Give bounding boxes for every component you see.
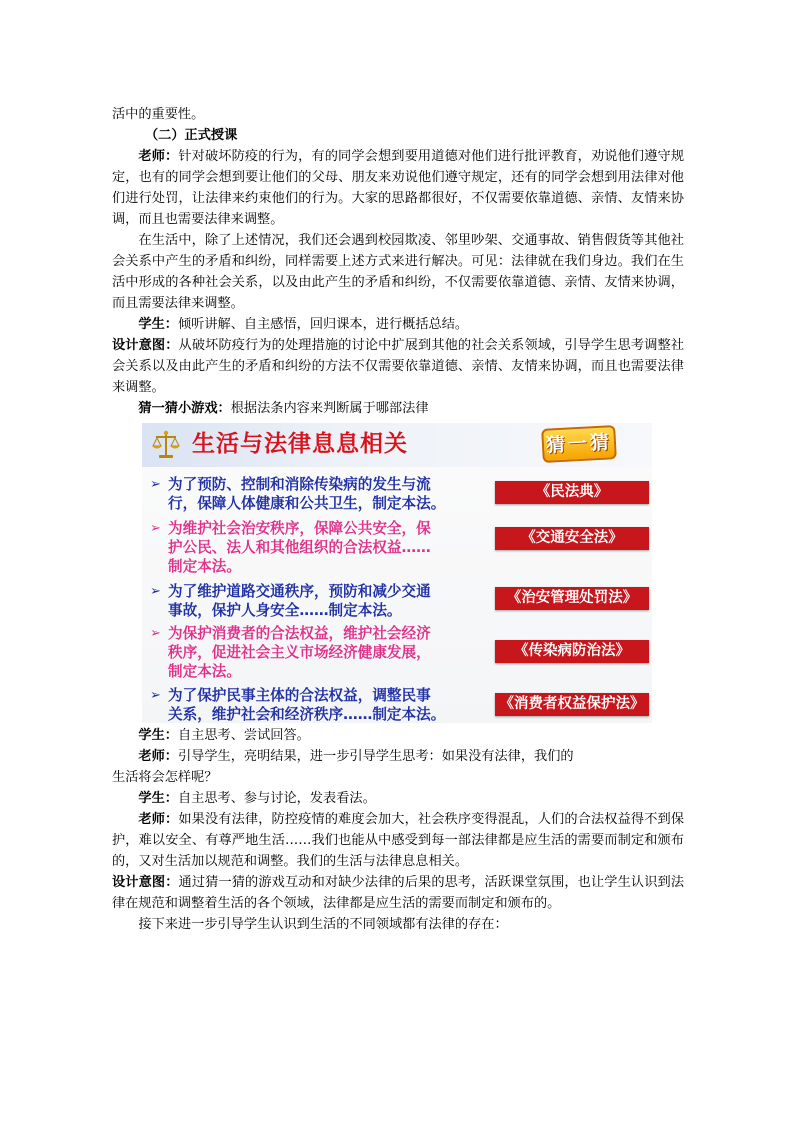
student-text: 自主思考、参与讨论，发表看法。 [177, 791, 376, 806]
slide-title: 生活与法律息息相关 [192, 431, 408, 457]
guess-badge: 猜一猜 [541, 425, 617, 463]
student-text: 自主思考、尝试回答。 [177, 728, 310, 743]
student-text: 倾听讲解、自主感悟，回归课本，进行概括总结。 [177, 317, 469, 332]
scales-of-justice-icon [150, 428, 182, 460]
teacher-paragraph-2 [112, 746, 684, 767]
teacher-paragraph-1 [112, 146, 684, 230]
design-intent-text: 从破坏防疫行为的处理措施的讨论中扩展到其他的社会关系领域，引导学生思考调整社会关系以及由此产生的矛盾和纠纷的方法不仅需要依靠道德、亲情、友情来协调，而且也需要法律来调整。 [112, 338, 685, 395]
arrow-bullet-icon: ➢ [150, 626, 161, 641]
law-article-line: 为保护消费者的合法权益，维护社会经济 [168, 625, 431, 642]
law-article-item [150, 624, 480, 681]
student-label: 学生： [138, 791, 178, 806]
slide-image [142, 423, 652, 723]
design-intent-text: 通过猜一猜的游戏互动和对缺少法律的后果的思考，活跃课堂氛围，也让学生认识到法律在规范和调整着生活的各个领域，法律都是应生活的需要而制定和颁布的。 [112, 875, 685, 911]
arrow-bullet-icon: ➢ [150, 688, 161, 703]
student-label: 学生： [138, 728, 178, 743]
arrow-bullet-icon: ➢ [150, 521, 161, 536]
teacher-paragraph-2-continued: 生活将会怎样呢？ [112, 770, 218, 785]
law-article-item [150, 686, 480, 723]
design-intent-label: 设计意图： [112, 338, 179, 353]
law-name-label: 《传染病防治法》 [495, 640, 649, 663]
arrow-bullet-icon: ➢ [150, 584, 161, 599]
guessing-game-text: 根据法条内容来判断属于哪部法律 [230, 401, 429, 416]
guessing-game-paragraph [112, 398, 684, 419]
paragraph-2: 在生活中，除了上述情况，我们还会遇到校园欺凌、邻里吵架、交通事故、销售假货等其他社会关系中产生的矛盾和纠纷，同样需要上述方式来进行解决。可见：法律就在我们身边。我们在生活中形成的各种社会关系，以及由此产生的矛盾和纠纷，不仅需要依靠道德、亲情、友情来协调，而且需要法律来调整。 [112, 233, 684, 311]
teacher-label: 老师： [138, 749, 178, 764]
law-article-line: 护公民、法人和其他组织的合法权益…… [168, 539, 431, 556]
student-paragraph-2 [112, 725, 684, 746]
law-article-line: 为了维护道路交通秩序，预防和减少交通 [168, 583, 431, 600]
teacher-label: 老师： [138, 149, 179, 164]
student-paragraph-1 [112, 314, 684, 335]
law-article-item [150, 475, 480, 513]
design-intent-label: 设计意图： [112, 875, 179, 890]
law-article-item [150, 519, 480, 576]
teacher-text: 如果没有法律，防控疫情的难度会加大，社会秩序变得混乱，人们的合法权益得不到保护，难以安全、有尊严地生活……我们也能从中感受到每一部法律都是应生活的需要而制定和颁布的，又对生活加以规范和调整。我们的生活与法律息息相关。 [112, 812, 685, 869]
design-intent-paragraph-1 [112, 335, 684, 398]
teacher-text: 针对破坏防疫的行为，有的同学会想到要用道德对他们进行批评教育，劝说他们遵守规定，也有的同学会想到要让他们的父母、朋友来劝说他们遵守规定，还有的同学会想到用法律对他们进行处罚，让法律来约束他们的行为。大家的思路都很好，不仅需要依靠道德、亲情、友情来协调，而且也需要法律来调整。 [112, 149, 685, 227]
student-label: 学生： [138, 317, 178, 332]
law-article-line: 事故，保护人身安全……制定本法。 [168, 602, 402, 619]
teacher-text: 引导学生，亮明结果，进一步引导学生思考：如果没有法律，我们的 [177, 749, 574, 764]
teacher-label: 老师： [138, 812, 179, 827]
law-article-item [150, 582, 480, 620]
law-name-label: 《民法典》 [495, 481, 649, 504]
document-page [112, 104, 684, 935]
student-paragraph-3 [112, 788, 684, 809]
law-article-line: 为了预防、控制和消除传染病的发生与流 [168, 476, 431, 493]
law-article-line: 行，保障人体健康和公共卫生，制定本法。 [168, 495, 446, 512]
section-heading: （二）正式授课 [145, 128, 238, 143]
teacher-paragraph-3 [112, 809, 684, 872]
arrow-bullet-icon: ➢ [150, 477, 161, 492]
intro-continuation: 活中的重要性。 [112, 107, 205, 122]
closing-paragraph: 接下来进一步引导学生认识到生活的不同领域都有法律的存在： [138, 917, 508, 932]
law-name-label: 《交通安全法》 [495, 527, 649, 550]
law-name-label: 《治安管理处罚法》 [495, 587, 649, 610]
design-intent-paragraph-2 [112, 872, 684, 914]
guessing-game-label: 猜一猜小游戏： [138, 401, 231, 416]
law-article-line: 为维护社会治安秩序，保障公共安全，保 [168, 520, 431, 537]
law-article-line: 制定本法。 [168, 663, 241, 680]
law-article-line: 为了保护民事主体的合法权益，调整民事 [168, 687, 431, 704]
law-article-line: 关系，维护社会和经济秩序……制定本法。 [168, 706, 446, 723]
law-name-label: 《消费者权益保护法》 [495, 693, 649, 716]
law-article-line: 秩序，促进社会主义市场经济健康发展， [168, 644, 431, 661]
law-article-line: 制定本法。 [168, 558, 241, 575]
